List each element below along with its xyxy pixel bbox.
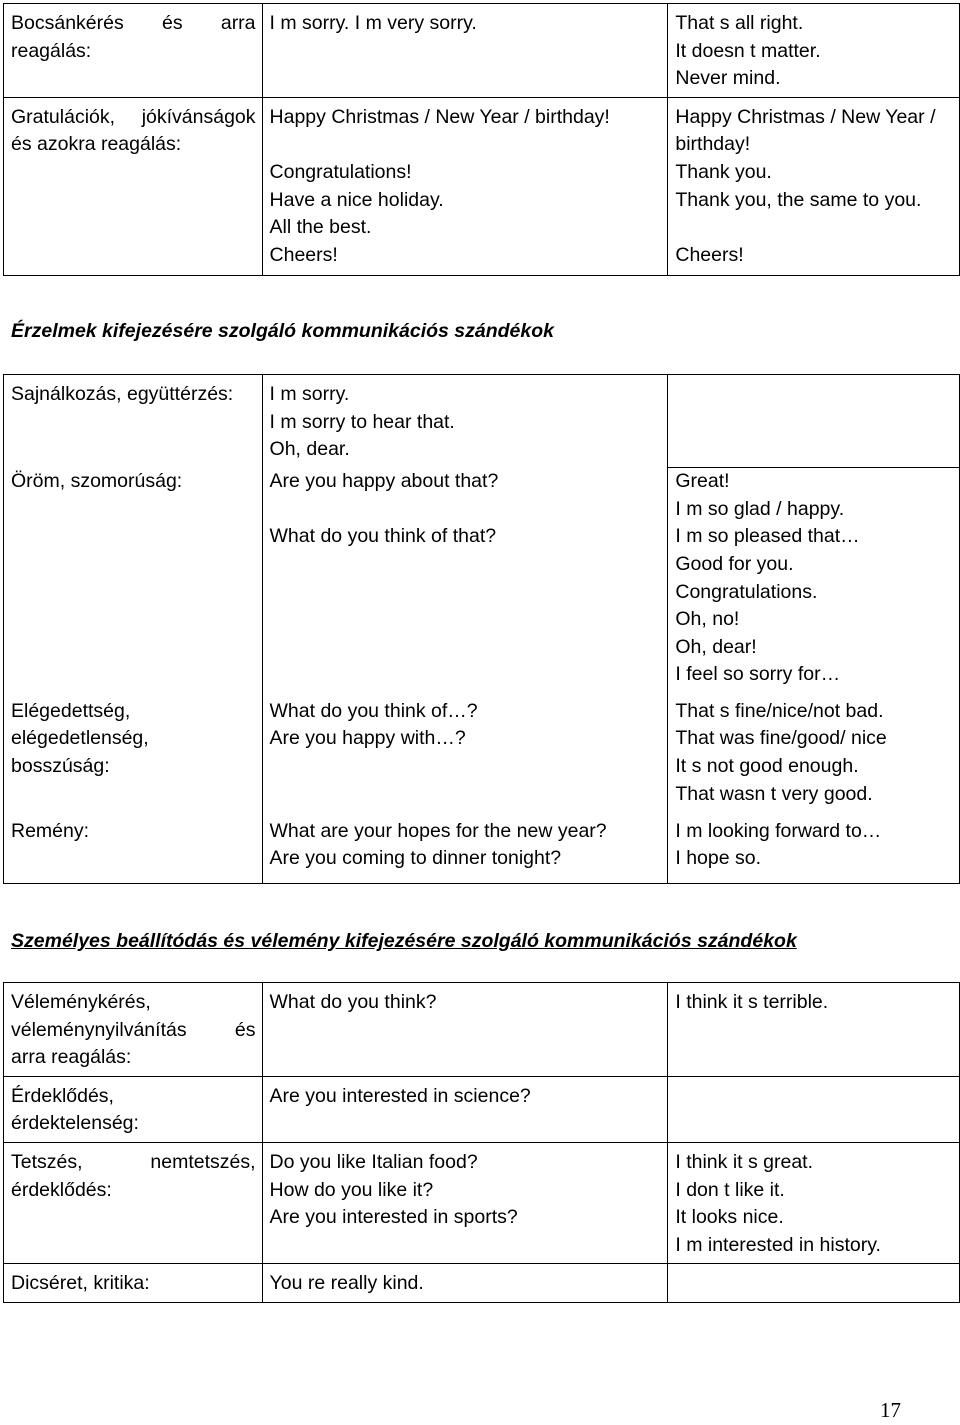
page-number: 17 <box>880 1398 901 1422</box>
responses-cell <box>668 1264 960 1303</box>
expressions-cell <box>262 698 668 818</box>
expression-text: All the best. <box>269 216 372 239</box>
response-text: That wasn t very good. <box>675 782 873 805</box>
responses-cell <box>668 1076 960 1142</box>
row-label: Érdeklődés, érdektelenség: <box>11 1084 139 1135</box>
expression-text: What do you think of…? <box>269 699 478 722</box>
row-label-cell <box>4 375 263 468</box>
response-text: It looks nice. <box>675 1206 784 1229</box>
row-label-cell <box>4 97 263 275</box>
response-text: Oh, dear! <box>675 635 757 658</box>
row-label-cell <box>4 983 263 1077</box>
expression-text: Oh, dear. <box>269 438 350 461</box>
response-text: It s not good enough. <box>675 754 859 777</box>
response-text: I m interested in history. <box>675 1233 881 1256</box>
response-text: I don t like it. <box>675 1178 785 1201</box>
row-label-line-1: Tetszés, nemtetszés, <box>11 1150 256 1173</box>
expressions-cell <box>262 818 668 884</box>
responses-cell <box>668 4 960 98</box>
row-label-cell <box>4 698 263 818</box>
table-row <box>4 1076 960 1142</box>
section-heading-opinions: Személyes beállítódás és vélemény kifejezésére szolgáló kommunikációs szándékok <box>11 930 797 952</box>
table-apology-greetings <box>3 3 960 276</box>
response-text <box>675 214 953 242</box>
row-label-line-1: Gratulációk, jókívánságok <box>11 105 256 128</box>
response-text: I m so glad / happy. <box>675 497 845 520</box>
row-label-cell <box>4 4 263 98</box>
response-text: I m looking forward to… <box>675 819 882 842</box>
expression-text: Congratulations! <box>269 160 412 183</box>
row-label-line-1: Bocsánkérés és arra <box>11 12 256 34</box>
expression-text: Have a nice holiday. <box>269 188 444 211</box>
row-label: Sajnálkozás, együttérzés: <box>11 383 234 405</box>
table-row <box>4 983 960 1077</box>
expression-text: I m sorry. I m very sorry. <box>269 12 477 34</box>
row-label-line-2: érdeklődés: <box>11 1178 112 1201</box>
expression-text: How do you like it? <box>269 1178 434 1201</box>
row-label-cell <box>4 1264 263 1303</box>
expression-text <box>270 131 662 159</box>
row-label-line-3: arra reagálás: <box>11 1046 132 1069</box>
response-text: That s all right. <box>675 12 804 34</box>
expression-text: Are you interested in science? <box>269 1084 531 1107</box>
response-text: That was fine/good/ nice <box>675 727 887 750</box>
row-label-line-2: reagálás: <box>11 39 92 62</box>
expression-text: Are you coming to dinner tonight? <box>269 847 562 870</box>
row-label-line-2: véleménynyilvánítás és <box>11 1018 256 1041</box>
row-label-line-2: és azokra reagálás: <box>11 133 182 156</box>
expressions-cell <box>262 1076 668 1142</box>
responses-cell <box>668 698 960 818</box>
row-label: Öröm, szomorúság: <box>11 469 183 492</box>
table-row <box>4 4 960 98</box>
row-label-cell <box>4 468 263 698</box>
expressions-cell <box>262 1142 668 1263</box>
expression-text: I m sorry. <box>269 383 350 405</box>
response-text: I m so pleased that… <box>675 525 860 548</box>
expression-text: You re really kind. <box>269 1272 424 1295</box>
response-text: Thank you. <box>675 160 772 183</box>
table-row <box>4 1142 960 1263</box>
response-text: Happy Christmas / New Year / birthday! <box>675 105 936 156</box>
expression-text: Are you happy with…? <box>269 727 466 750</box>
table-row <box>4 698 960 818</box>
row-label: Elégedettség, elégedetlenség, bosszúság: <box>11 699 149 777</box>
response-text: That s fine/nice/not bad. <box>675 699 884 722</box>
table-opinions <box>3 982 960 1303</box>
responses-cell <box>668 375 960 468</box>
row-label-cell <box>4 818 263 884</box>
responses-cell <box>668 97 960 275</box>
responses-cell <box>668 468 960 698</box>
response-text: Great! <box>675 470 730 493</box>
response-text: Congratulations. <box>675 580 818 603</box>
table-emotions <box>3 374 960 884</box>
responses-cell <box>668 818 960 884</box>
table-row <box>4 468 960 698</box>
response-text: Thank you, the same to you. <box>675 188 922 211</box>
expression-text: Do you like Italian food? <box>269 1150 478 1173</box>
table-row <box>4 375 960 468</box>
responses-cell <box>668 1142 960 1263</box>
response-text: I hope so. <box>675 847 762 870</box>
expressions-cell <box>262 468 668 698</box>
expression-text <box>270 495 662 523</box>
row-label-cell <box>4 1076 263 1142</box>
expressions-cell <box>262 4 668 98</box>
response-text: Oh, no! <box>675 608 740 631</box>
table-row <box>4 97 960 275</box>
expressions-cell <box>262 1264 668 1303</box>
row-label: Dicséret, kritika: <box>11 1272 150 1295</box>
response-text: I think it s great. <box>675 1150 814 1173</box>
responses-cell <box>668 983 960 1077</box>
expression-text: What are your hopes for the new year? <box>269 819 607 842</box>
table-row <box>4 1264 960 1303</box>
response-text: It doesn t matter. <box>675 39 821 62</box>
row-label-cell <box>4 1142 263 1263</box>
expression-text: I m sorry to hear that. <box>269 410 455 433</box>
expression-text: What do you think of that? <box>269 524 497 547</box>
response-text: Never mind. <box>675 67 781 90</box>
expression-text: Are you interested in sports? <box>269 1206 518 1229</box>
response-text: I feel so sorry for… <box>675 663 841 686</box>
expression-text: Cheers! <box>269 243 338 266</box>
expression-text: What do you think? <box>269 991 437 1013</box>
expressions-cell <box>262 375 668 468</box>
table-row <box>4 818 960 884</box>
expression-text: Happy Christmas / New Year / birthday! <box>269 105 610 128</box>
expressions-cell <box>262 97 668 275</box>
response-text: Good for you. <box>675 553 794 576</box>
expressions-cell <box>262 983 668 1077</box>
section-heading-emotions: Érzelmek kifejezésére szolgáló kommunikációs szándékok <box>11 320 554 342</box>
expression-text: Are you happy about that? <box>269 469 499 492</box>
response-text: Cheers! <box>675 243 744 266</box>
row-label-line-1: Véleménykérés, <box>11 991 151 1013</box>
response-text: I think it s terrible. <box>675 991 829 1013</box>
row-label: Remény: <box>11 819 90 842</box>
